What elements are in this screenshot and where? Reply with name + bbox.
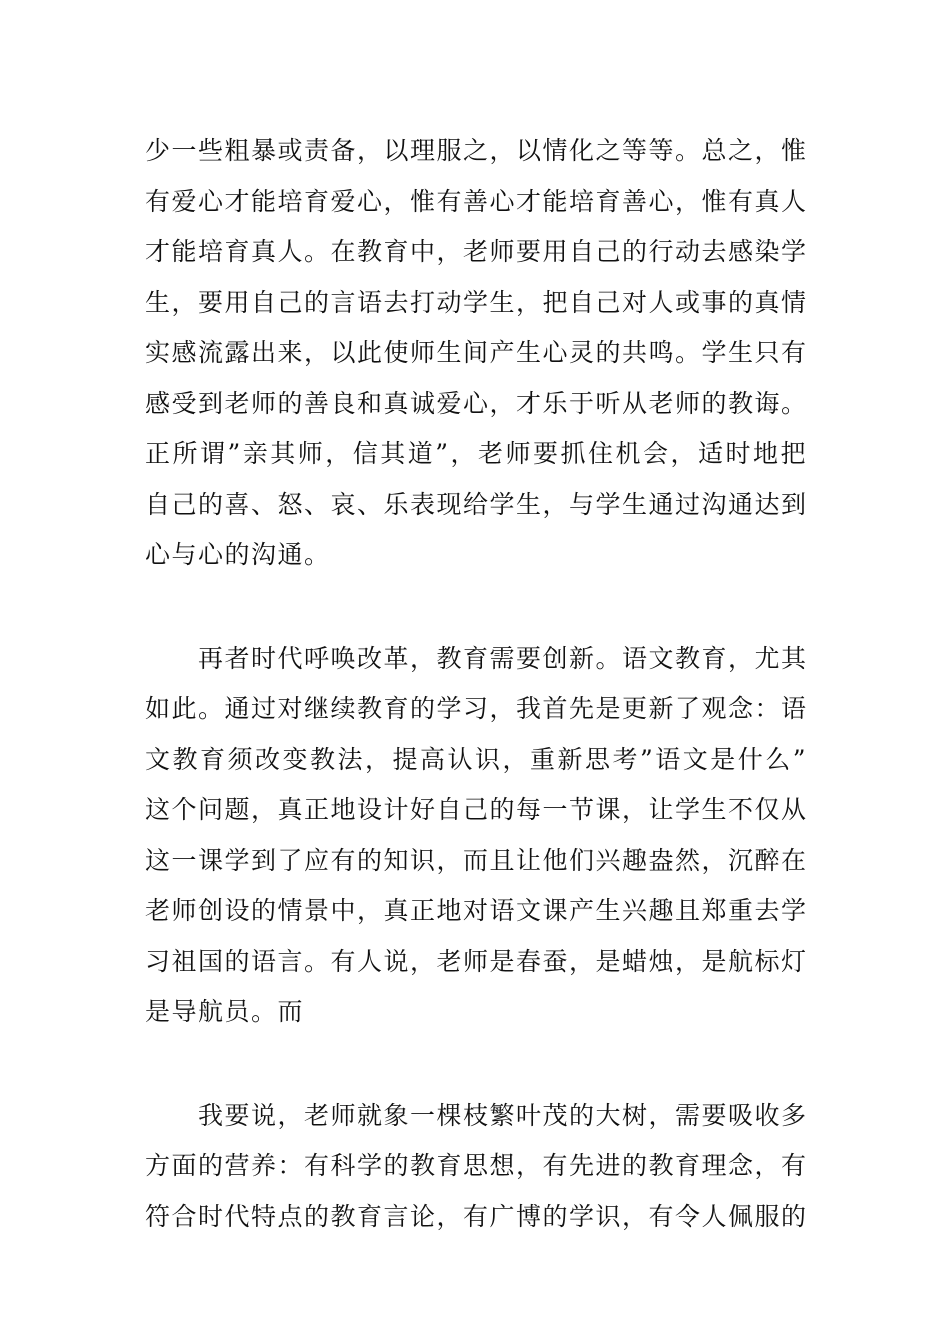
text-line: 这个问题，真正地设计好自己的每一节课，让学生不仅从: [145, 795, 808, 824]
document-body: [145, 126, 807, 1242]
text-line: 老师创设的情景中，真正地对语文课产生兴趣且郑重去学: [145, 896, 808, 925]
text-line: 才能培育真人。在教育中，老师要用自己的行动去感染学: [145, 237, 808, 266]
text-line: 习祖国的语言。有人说，老师是春蚕，是蜡烛，是航标灯: [145, 946, 808, 976]
text-line: 这一课学到了应有的知识，而且让他们兴趣盎然，沉醉在: [145, 845, 808, 875]
text-line: 少一些粗暴或责备，以理服之，以情化之等等。总之，惟: [145, 136, 808, 165]
text-line: 我要说，老师就象一棵枝繁叶茂的大树，需要吸收多: [145, 1100, 808, 1130]
text-line: 有爱心才能培育爱心，惟有善心才能培育善心，惟有真人: [145, 186, 808, 216]
text-line: 实感流露出来，以此使师生间产生心灵的共鸣。学生只有: [145, 338, 808, 367]
paragraph-1: [145, 126, 807, 581]
paragraph-3: [145, 1091, 807, 1243]
text-line: 自己的喜、怒、哀、乐表现给学生，与学生通过沟通达到: [145, 489, 808, 519]
text-line: 生，要用自己的言语去打动学生，把自己对人或事的真情: [145, 287, 808, 317]
text-line: 感受到老师的善良和真诚爱心，才乐于听从老师的教诲。: [145, 388, 808, 418]
text-line: 如此。通过对继续教育的学习，我首先是更新了观念：语: [145, 694, 808, 723]
text-line: 文教育须改变教法，提高认识，重新思考”语文是什么”: [145, 744, 807, 774]
text-line: 符合时代特点的教育言论，有广博的学识，有令人佩服的: [145, 1201, 808, 1231]
paragraph-gap: [145, 1038, 807, 1091]
text-line: 正所谓”亲其师，信其道”，老师要抓住机会，适时地把: [145, 439, 807, 468]
text-line: 心与心的沟通。: [145, 540, 331, 569]
text-line: 再者时代呼唤改革，教育需要创新。语文教育，尤其: [145, 643, 808, 673]
paragraph-2: [145, 634, 807, 1038]
paragraph-gap: [145, 581, 807, 634]
text-line: 方面的营养：有科学的教育思想，有先进的教育理念，有: [145, 1151, 808, 1180]
text-line: 是导航员。而: [145, 997, 305, 1026]
